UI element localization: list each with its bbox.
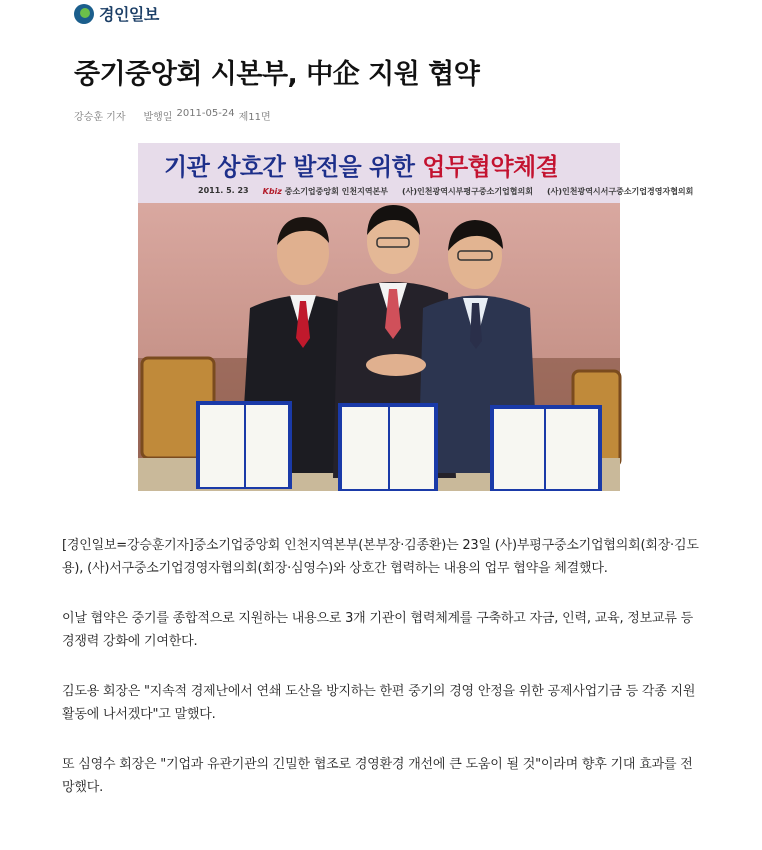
page-number: 제11면 — [238, 112, 271, 123]
banner-org3: (사)인천광역시서구중소기업경영자협의회 — [546, 187, 694, 196]
masthead — [74, 2, 159, 25]
agreement-folders — [196, 401, 602, 491]
masthead-name: 경인일보 — [99, 5, 159, 24]
reporter-name: 강승훈 기자 — [74, 112, 126, 123]
kyeongin-ilbo-logo-icon — [74, 4, 94, 24]
paragraph: [경인일보=강승훈기자]중소기업중앙회 인천지역본부(본부장·김종환)는 23일 (사)부평구중소기업협의회(회장·김도용), (사)서구중소기업경영자협의회(회장·심영수)와 상호간 협력하는 내용의 업무 협약을 체결했다. — [62, 538, 699, 576]
article-headline: 중기중앙회 시본부, 中企 지원 협약 — [74, 59, 480, 90]
banner-subline — [198, 186, 693, 197]
paragraph: 이날 협약은 중기를 종합적으로 지원하는 내용으로 3개 기관이 협력체계를 구축하고 자금, 인력, 교육, 정보교류 등 경쟁력 강화에 기여한다. — [62, 611, 694, 649]
publication-meta — [143, 108, 270, 123]
paragraph: 또 심영수 회장은 "기업과 유관기관의 긴밀한 협조로 경영환경 개선에 큰 도움이 될 것"이라며 향후 기대 효과를 전망했다. — [62, 757, 693, 795]
article-body — [62, 534, 702, 826]
published-label: 발행일 — [143, 112, 173, 123]
article-photo — [138, 143, 694, 491]
banner-title-blue: 기관 상호간 발전을 위한 — [164, 153, 423, 181]
joined-hands — [366, 354, 426, 376]
ceremony-banner — [138, 143, 694, 203]
banner-org1-sub: 중소기업중앙회 인천지역본부 — [284, 187, 388, 196]
banner-date: 2011. 5. 23 — [198, 186, 249, 195]
banner-title — [164, 147, 558, 182]
paragraph: 김도용 회장은 "지속적 경제난에서 연쇄 도산을 방지하는 한편 중기의 경영 안정을 위한 공제사업기금 등 각종 지원활동에 나서겠다"고 말했다. — [62, 684, 696, 722]
banner-title-red: 업무협약체결 — [422, 153, 559, 181]
kbiz-logo: Kbiz — [262, 187, 282, 196]
published-date: 2011-05-24 — [176, 108, 235, 119]
banner-org2: (사)인천광역시부평구중소기업협의회 — [402, 187, 533, 196]
byline — [74, 108, 271, 123]
